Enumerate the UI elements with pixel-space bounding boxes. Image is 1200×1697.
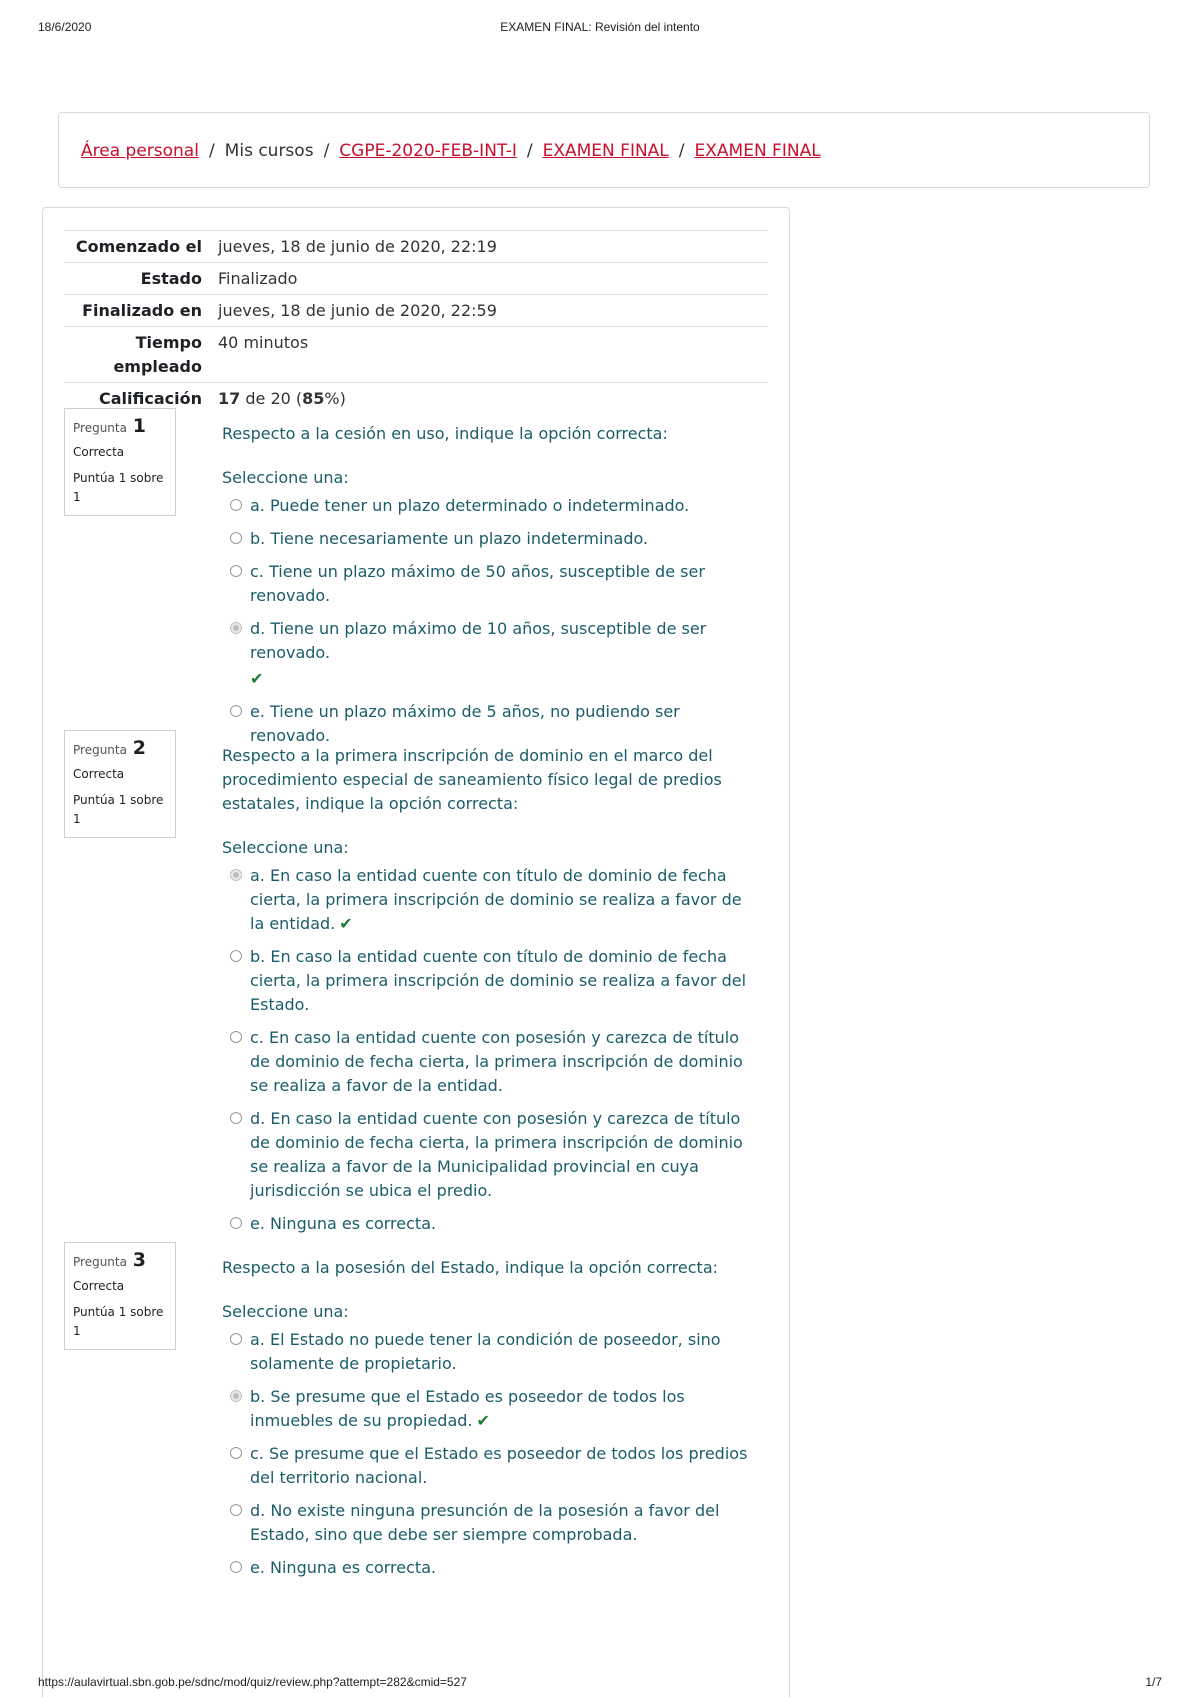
- question-state: Correcta: [73, 1279, 125, 1293]
- print-date: 18/6/2020: [38, 20, 92, 34]
- answer-option[interactable]: [222, 1385, 752, 1433]
- print-title: EXAMEN FINAL: Revisión del intento: [500, 20, 700, 34]
- select-label: Seleccione una:: [222, 838, 349, 857]
- correct-check-icon: ✔: [476, 1411, 490, 1430]
- summary-row-finished: [64, 294, 768, 326]
- summary-label: Comenzado el: [75, 237, 202, 256]
- radio-button[interactable]: [230, 950, 242, 962]
- answer-option[interactable]: [222, 494, 752, 518]
- answer-option[interactable]: [222, 1328, 752, 1376]
- answer-text: a. El Estado no puede tener la condición de poseedor, sino solamente de propietario.: [250, 1330, 721, 1373]
- summary-value: Finalizado: [218, 269, 298, 288]
- answer-text: b. En caso la entidad cuente con título de dominio de fecha cierta, la primera inscripción de dominio se realiza a favor del Estado.: [250, 947, 747, 1014]
- summary-label: Calificación: [99, 389, 202, 408]
- print-page-number: 1/7: [1145, 1675, 1162, 1689]
- answer-text: e. Tiene un plazo máximo de 5 años, no pudiendo ser renovado.: [250, 702, 680, 745]
- radio-button[interactable]: [230, 1333, 242, 1345]
- answer-option[interactable]: [222, 945, 752, 1017]
- answer-text: b. Tiene necesariamente un plazo indeterminado.: [250, 529, 649, 548]
- radio-button-selected[interactable]: [230, 869, 242, 881]
- answer-text: c. En caso la entidad cuente con posesión y carezca de título de dominio de fecha cierta, la primera inscripción de dominio se realiza a favor de la entidad.: [250, 1028, 743, 1095]
- answer-option[interactable]: [222, 864, 752, 936]
- breadcrumb-separator: /: [208, 141, 215, 161]
- summary-row-state: [64, 262, 768, 294]
- answer-text: d. No existe ninguna presunción de la posesión a favor del Estado, sino que debe ser siempre comprobada.: [250, 1501, 720, 1544]
- breadcrumb-course[interactable]: CGPE-2020-FEB-INT-I: [339, 141, 517, 161]
- breadcrumb-separator: /: [323, 141, 330, 161]
- question-grade: Puntúa 1 sobre 1: [73, 1305, 164, 1338]
- question-prompt: Respecto a la primera inscripción de dominio en el marco del procedimiento especial de saneamiento físico legal de predios estatales, indique la opción correcta:: [222, 746, 722, 813]
- answer-option[interactable]: [222, 1499, 752, 1547]
- question-prompt: Respecto a la posesión del Estado, indique la opción correcta:: [222, 1258, 719, 1277]
- breadcrumb-quiz[interactable]: EXAMEN FINAL: [694, 141, 821, 161]
- summary-label: Estado: [140, 269, 202, 288]
- correct-check-icon: ✔: [250, 669, 264, 688]
- question-grade: Puntúa 1 sobre 1: [73, 793, 164, 826]
- question-state: Correcta: [73, 445, 125, 459]
- question-content: [222, 422, 752, 757]
- question-number-value: 2: [132, 737, 147, 759]
- radio-button[interactable]: [230, 705, 242, 717]
- answer-text: a. Puede tener un plazo determinado o indeterminado.: [250, 496, 690, 515]
- question-label: Pregunta: [73, 743, 127, 757]
- question-label: Pregunta: [73, 421, 127, 435]
- radio-button[interactable]: [230, 1561, 242, 1573]
- select-label: Seleccione una:: [222, 1302, 349, 1321]
- answer-option[interactable]: [222, 1026, 752, 1098]
- question-info: [64, 1242, 176, 1350]
- answer-option[interactable]: [222, 700, 752, 748]
- correct-check-icon: ✔: [339, 914, 353, 933]
- question-info: [64, 730, 176, 838]
- answer-option[interactable]: [222, 1556, 752, 1580]
- summary-value: jueves, 18 de junio de 2020, 22:19: [218, 237, 497, 256]
- answer-option[interactable]: [222, 560, 752, 608]
- radio-button[interactable]: [230, 1447, 242, 1459]
- question-number-value: 1: [132, 415, 147, 437]
- answer-text: e. Ninguna es correcta.: [250, 1558, 437, 1577]
- question-info: [64, 408, 176, 516]
- answer-text-wrap: [250, 1385, 752, 1433]
- question-prompt: Respecto a la cesión en uso, indique la opción correcta:: [222, 424, 668, 443]
- question-content: [222, 744, 752, 1245]
- answer-text: b. Se presume que el Estado es poseedor de todos los inmuebles de su propiedad.: [250, 1387, 685, 1430]
- question-state: Correcta: [73, 767, 125, 781]
- radio-button-selected[interactable]: [230, 622, 242, 634]
- grade-of: de 20 (: [240, 389, 303, 408]
- radio-button[interactable]: [230, 1504, 242, 1516]
- grade-score: 17: [218, 389, 241, 408]
- question-number: [73, 1249, 167, 1271]
- grade-percent: 85: [302, 389, 325, 408]
- answer-text: c. Tiene un plazo máximo de 50 años, susceptible de ser renovado.: [250, 562, 705, 605]
- answer-option[interactable]: [222, 617, 752, 691]
- print-url: https://aulavirtual.sbn.gob.pe/sdnc/mod/quiz/review.php?attempt=282&cmid=527: [38, 1675, 467, 1689]
- answer-text: c. Se presume que el Estado es poseedor de todos los predios del territorio nacional.: [250, 1444, 748, 1487]
- breadcrumb-area-personal[interactable]: Área personal: [81, 141, 199, 161]
- answer-option[interactable]: [222, 1212, 752, 1236]
- radio-button[interactable]: [230, 1217, 242, 1229]
- answer-text: e. Ninguna es correcta.: [250, 1214, 437, 1233]
- radio-button[interactable]: [230, 565, 242, 577]
- breadcrumb-section[interactable]: EXAMEN FINAL: [542, 141, 669, 161]
- answer-option[interactable]: [222, 1442, 752, 1490]
- question-number: [73, 737, 167, 759]
- summary-row-time: [64, 326, 768, 382]
- answer-text-wrap: [250, 617, 752, 691]
- answer-option[interactable]: [222, 527, 752, 551]
- radio-button[interactable]: [230, 499, 242, 511]
- answer-option[interactable]: [222, 1107, 752, 1203]
- radio-button[interactable]: [230, 1112, 242, 1124]
- summary-value: 40 minutos: [218, 333, 309, 352]
- answer-text: a. En caso la entidad cuente con título de dominio de fecha cierta, la primera inscripción de dominio se realiza a favor de la entidad.: [250, 866, 742, 933]
- attempt-summary: [64, 230, 768, 414]
- summary-grade-value: [218, 387, 768, 411]
- question-label: Pregunta: [73, 1255, 127, 1269]
- breadcrumb-mis-cursos: Mis cursos: [224, 141, 314, 161]
- answer-text-wrap: [250, 864, 752, 936]
- grade-end: %): [324, 389, 346, 408]
- select-label: Seleccione una:: [222, 468, 349, 487]
- summary-label: Tiempo empleado: [113, 333, 202, 376]
- radio-button-selected[interactable]: [230, 1390, 242, 1402]
- radio-button[interactable]: [230, 532, 242, 544]
- radio-button[interactable]: [230, 1031, 242, 1043]
- breadcrumb: [58, 112, 1150, 188]
- question-number-value: 3: [132, 1249, 147, 1271]
- breadcrumb-separator: /: [678, 141, 685, 161]
- summary-value: jueves, 18 de junio de 2020, 22:59: [218, 301, 497, 320]
- answer-text: d. Tiene un plazo máximo de 10 años, susceptible de ser renovado.: [250, 619, 707, 662]
- answer-text: d. En caso la entidad cuente con posesión y carezca de título de dominio de fecha cierta, la primera inscripción de dominio se realiza a favor de la Municipalidad provincial en cuya jurisdicción se ubica el predio.: [250, 1109, 743, 1200]
- summary-label: Finalizado en: [82, 301, 202, 320]
- question-grade: Puntúa 1 sobre 1: [73, 471, 164, 504]
- summary-row-started: [64, 230, 768, 262]
- question-content: [222, 1256, 752, 1589]
- breadcrumb-separator: /: [526, 141, 533, 161]
- question-number: [73, 415, 167, 437]
